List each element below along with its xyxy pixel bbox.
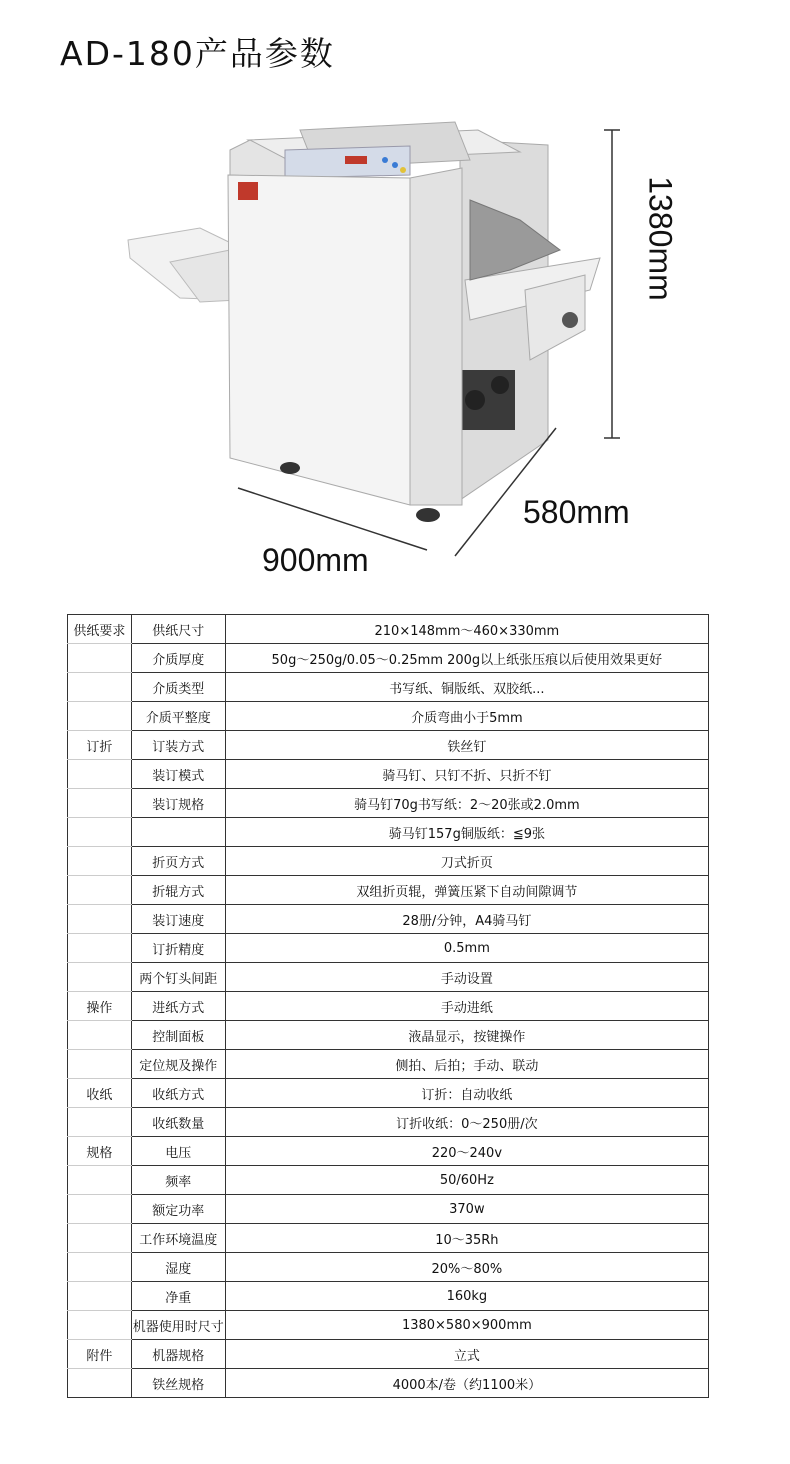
group-cell — [68, 1253, 132, 1282]
table-row — [68, 1253, 709, 1282]
table-row — [68, 760, 709, 789]
table-row — [68, 1311, 709, 1340]
item-cell: 装订速度 — [131, 905, 225, 934]
height-dimension: 1380mm — [642, 176, 679, 301]
group-cell — [68, 934, 132, 963]
table-row — [68, 644, 709, 673]
group-cell — [68, 702, 132, 731]
value-cell: 订折：自动收纸 — [225, 1079, 708, 1108]
item-cell: 机器使用时尺寸 — [131, 1311, 225, 1340]
table-row — [68, 1137, 709, 1166]
item-cell: 装订规格 — [131, 789, 225, 818]
value-cell: 160kg — [225, 1282, 708, 1311]
group-cell — [68, 818, 132, 847]
table-row — [68, 1108, 709, 1137]
item-cell: 净重 — [131, 1282, 225, 1311]
item-cell: 控制面板 — [131, 1021, 225, 1050]
group-cell — [68, 847, 132, 876]
item-cell: 铁丝规格 — [131, 1369, 225, 1398]
group-cell — [68, 1195, 132, 1224]
group-cell — [68, 1311, 132, 1340]
group-cell — [68, 1021, 132, 1050]
item-cell: 工作环境温度 — [131, 1224, 225, 1253]
value-cell: 骑马钉70g书写纸：2～20张或2.0mm — [225, 789, 708, 818]
value-cell: 10～35Rh — [225, 1224, 708, 1253]
value-cell: 0.5mm — [225, 934, 708, 963]
group-cell — [68, 905, 132, 934]
value-cell: 侧拍、后拍；手动、联动 — [225, 1050, 708, 1079]
table-row — [68, 1195, 709, 1224]
group-cell — [68, 1224, 132, 1253]
item-cell: 进纸方式 — [131, 992, 225, 1021]
item-cell: 供纸尺寸 — [131, 615, 225, 644]
group-cell — [68, 760, 132, 789]
table-row — [68, 1369, 709, 1398]
table-row — [68, 1224, 709, 1253]
group-cell: 规格 — [68, 1137, 132, 1166]
table-row — [68, 1166, 709, 1195]
table-row — [68, 789, 709, 818]
value-cell: 铁丝钉 — [225, 731, 708, 760]
group-cell — [68, 1166, 132, 1195]
group-cell — [68, 1369, 132, 1398]
group-cell: 收纸 — [68, 1079, 132, 1108]
item-cell: 两个钉头间距 — [131, 963, 225, 992]
item-cell: 订折精度 — [131, 934, 225, 963]
item-cell — [131, 818, 225, 847]
item-cell: 机器规格 — [131, 1340, 225, 1369]
item-cell: 定位规及操作 — [131, 1050, 225, 1079]
value-cell: 书写纸、铜版纸、双胶纸... — [225, 673, 708, 702]
item-cell: 电压 — [131, 1137, 225, 1166]
value-cell: 骑马钉、只钉不折、只折不钉 — [225, 760, 708, 789]
group-cell — [68, 1282, 132, 1311]
table-row — [68, 876, 709, 905]
value-cell: 1380×580×900mm — [225, 1311, 708, 1340]
table-row — [68, 847, 709, 876]
value-cell: 28册/分钟，A4骑马钉 — [225, 905, 708, 934]
value-cell: 刀式折页 — [225, 847, 708, 876]
table-row — [68, 702, 709, 731]
group-cell — [68, 1050, 132, 1079]
value-cell: 手动进纸 — [225, 992, 708, 1021]
value-cell: 双组折页辊，弹簧压紧下自动间隙调节 — [225, 876, 708, 905]
table-row — [68, 1282, 709, 1311]
group-cell — [68, 789, 132, 818]
group-cell: 操作 — [68, 992, 132, 1021]
value-cell: 50/60Hz — [225, 1166, 708, 1195]
item-cell: 折辊方式 — [131, 876, 225, 905]
page-title: AD-180产品参数 — [60, 34, 335, 73]
item-cell: 湿度 — [131, 1253, 225, 1282]
item-cell: 介质厚度 — [131, 644, 225, 673]
group-cell — [68, 1108, 132, 1137]
value-cell: 50g～250g/0.05～0.25mm 200g以上纸张压痕以后使用效果更好 — [225, 644, 708, 673]
group-cell — [68, 876, 132, 905]
table-row — [68, 731, 709, 760]
item-cell: 介质类型 — [131, 673, 225, 702]
item-cell: 装订模式 — [131, 760, 225, 789]
item-cell: 订装方式 — [131, 731, 225, 760]
table-row — [68, 1079, 709, 1108]
table-row — [68, 1340, 709, 1369]
group-cell — [68, 644, 132, 673]
table-row — [68, 905, 709, 934]
value-cell: 220～240v — [225, 1137, 708, 1166]
value-cell: 订折收纸：0～250册/次 — [225, 1108, 708, 1137]
item-cell: 介质平整度 — [131, 702, 225, 731]
item-cell: 折页方式 — [131, 847, 225, 876]
group-cell — [68, 963, 132, 992]
group-cell — [68, 673, 132, 702]
group-cell: 附件 — [68, 1340, 132, 1369]
value-cell: 液晶显示，按键操作 — [225, 1021, 708, 1050]
value-cell: 立式 — [225, 1340, 708, 1369]
table-row — [68, 818, 709, 847]
item-cell: 额定功率 — [131, 1195, 225, 1224]
value-cell: 20%～80% — [225, 1253, 708, 1282]
table-row — [68, 1021, 709, 1050]
table-row — [68, 673, 709, 702]
item-cell: 收纸方式 — [131, 1079, 225, 1108]
group-cell: 供纸要求 — [68, 615, 132, 644]
group-cell: 订折 — [68, 731, 132, 760]
spec-table — [67, 614, 709, 1398]
table-row — [68, 963, 709, 992]
value-cell: 手动设置 — [225, 963, 708, 992]
value-cell: 4000本/卷（约1100米） — [225, 1369, 708, 1398]
value-cell: 370w — [225, 1195, 708, 1224]
item-cell: 频率 — [131, 1166, 225, 1195]
value-cell: 骑马钉157g铜版纸：≦9张 — [225, 818, 708, 847]
table-row — [68, 1050, 709, 1079]
table-row — [68, 615, 709, 644]
table-row — [68, 934, 709, 963]
width-dimension: 900mm — [262, 542, 369, 578]
item-cell: 收纸数量 — [131, 1108, 225, 1137]
value-cell: 介质弯曲小于5mm — [225, 702, 708, 731]
table-row — [68, 992, 709, 1021]
value-cell: 210×148mm～460×330mm — [225, 615, 708, 644]
depth-dimension: 580mm — [523, 494, 630, 530]
